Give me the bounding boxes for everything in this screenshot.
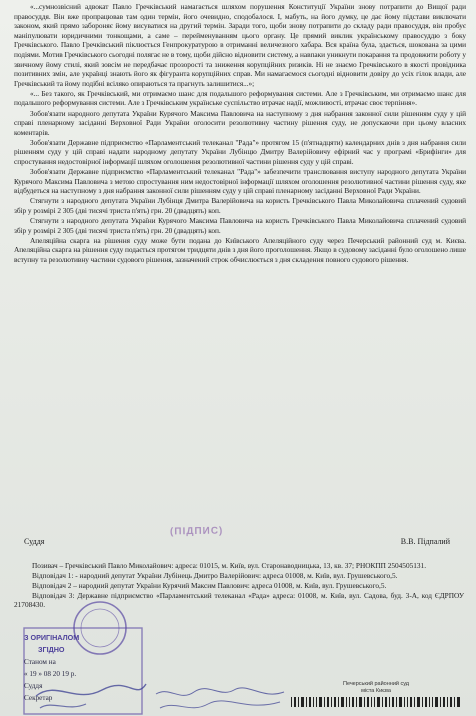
appeal-paragraph: Апеляційна скарга на рішення суду може бути подана до Київського Апеляційного суду через Печерський районний суд м. Києва. Апеляційна скарга на рішення суду подається протягом тридцяти днів з дня його проголошення. Якщо в судовому засіданні було оголошено лише вступну та резолютивну частини судового рішення, зазначений строк обчислюється з дня складення повного судового рішення. [14,235,466,264]
quote-paragraph-2: «... Без такого, як Гречківський, ми отримаємо шанс для подальшого реформування системи. Але з Гречківським, ми отримаємо шанс для подальшого реформування системи. Але з Гречківським українське суспільство втрачає надії, можливості, втрачає своє терпіння». [14,88,466,108]
signature-placeholder-stamp: (ПІДПИС) [169,525,224,538]
judge-role-label: Суддя [24,537,45,546]
party-defendant-3: Відповідач 3: Державне підприємство «Парламентський телеканал «Рада» адреса: 01008, м. Київ, вул. Садова, буд. 3-А, код ЄДРПОУ 21708430. [14,590,464,610]
copy-stamp-line-2: ЗГІДНО [38,645,65,654]
barcode-icon [291,697,461,707]
party-defendant-1: Відповідач 1: - народний депутат України Лубінець Дмитро Валерійович: адреса 01008, м. Київ, вул. Грушевського,5. [32,570,398,580]
copy-stamp-date-label: Станом на [24,658,56,666]
order-paragraph-kuriachyi: Зобов'язати народного депутата України Курячого Максима Павловича на наступному з дня набрання законної сили рішенням суду у цій справі пленарному засіданні Верховної Ради України оголосити резолютивну частину рішення суду, не допускаючи при цьому власних коментарів. [14,108,466,137]
order-paragraph-rada-broadcast: Зобов'язати Державне підприємство «Парламентський телеканал "Рада"» забезпечити транслювання виступу народного депутата України Курячого Максима Павловича з метою спростування ним недостовірної інформації шляхом оголошення резолютивної частини рішення суду, яке відбудеться на наступному з дня набрання законної сили рішенням суду у цій справі пленарному засіданні Верховної Ради України. [14,167,466,196]
fee-paragraph-lubinets: Стягнути з народного депутата України Лубінця Дмитра Валерійовича на користь Гречківського Павла Миколайовича сплачений судовий збір у розмірі 2 305 (дві тисячі триста п'ять) грн. 20 (двадцять) коп. [14,196,466,215]
court-stamp-line-2: міста Києва [361,688,391,694]
fee-paragraph-kuriachyi: Стягнути з народного депутата України Курячого Максима Павловича на користь Гречківського Павла Миколайовича сплачений судовий збір у розмірі 2 305 (дві тисячі триста п'ять) грн. 20 (двадцять) коп. [14,216,466,235]
quote-paragraph-1: «...сумнозвісний адвокат Павло Гречківський намагається шляхом порушення Конституції України знову потрапити до Вищої ради правосуддя. Він вже пропрацював там один термін, його очевидно, сподобалося. І, мабуть, на його думку, це дає йому підстави виключати законом, який прямо забороняє йому висуватися на другий термін. Заради того, щоби знову потрапити до складу ради правосуддя, він пробує маніпулювати юридичними тонкощами, а саме – перейменуванням цього органу. Це прямий виклик українському правосуддю з боку Гречківського. Павло Гречківський піклюється Генпрокуратурою в отриманні величезного хабара. Вся країна була, здається, шокована за цими подіями. Мотив Гречківського сьогодні полягає не в тому, щоби дійсно відновити систему, а навпаки уникнути покарання та продовжити роботу у звичному йому стилі, який зовсім не передбачає прозорості та зниження корупційних ризиків. Ні не знаємо Гречківського в якості провідника позитивних змін, але українці знають його як фігуранта корупційних справ. Ми намагаємося сьогодні відновити довіру до усіх гілок влади, але Гречківський та йому подібні всіляко опираються та прагнуть залишитися...»; [14,2,466,88]
copy-stamp-line-1: З ОРИГІНАЛОМ [24,633,80,642]
copy-stamp-secretary: Секретар [24,694,53,702]
party-defendant-2: Відповідач 2 – народний депутат України Курячий Максим Павлович: адреса 01008, м. Київ, вул. Грушевського,5. [32,580,387,590]
handwritten-signature [150,684,290,714]
order-paragraph-rada-lubinets: Зобов'язати Державне підприємство «Парламентський телеканал "Рада"» протягом 15 (п'ятнадцяти) календарних днів з дня набрання сили рішенням суду у цій справі надати народному депутату України Лубінцю Дмитру Валерійовичу ефірний час у програмі «Брифінги» для спростування недостовірної інформації шляхом оголошення резолютивної частини рішення суду у цій справі. [14,137,466,166]
party-plaintiff: Позивач – Гречківський Павло Миколайович: адреса: 01015, м. Київ, вул. Старонаводницька, 13, кв. 37; РНОКПП 2504505131. [32,561,427,570]
copy-stamp-judge: Суддя [24,682,43,690]
judge-name: В.В. Підпалий [400,537,450,546]
court-stamp-line-1: Печерський районний суд [342,681,410,687]
judge-signature-row [24,537,450,551]
decision-body [14,2,466,265]
court-registry-stamp [287,681,465,707]
copy-stamp-date: « 19 » 08 20 19 р. [24,670,77,678]
